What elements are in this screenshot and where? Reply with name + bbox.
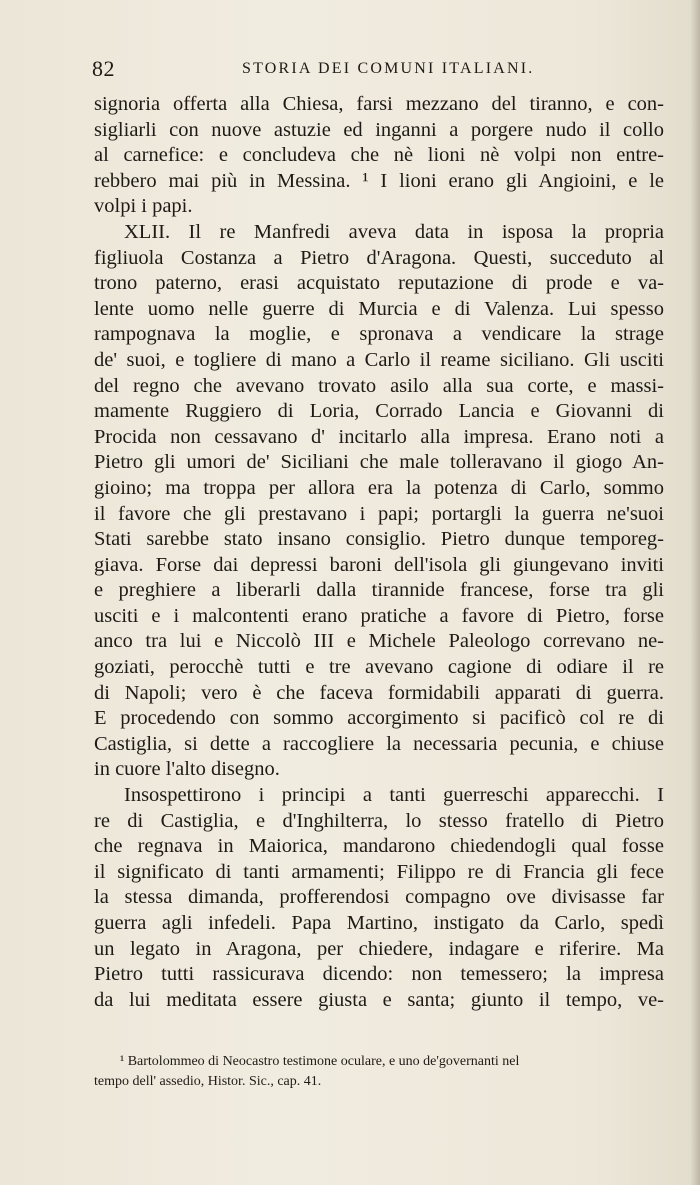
text-line: goziati, perocchè tutti e tre avevano cagione di odiare il re [94,656,664,679]
text-line: la stessa dimanda, profferendosi compagno ove divisasse far [94,886,664,909]
footnote-line: tempo dell' assedio, Histor. Sic., cap. 41. [94,1074,322,1089]
main-text [94,92,664,1013]
text-line: E procedendo con sommo accorgimento si pacificò col re di [94,707,664,730]
text-line: signoria offerta alla Chiesa, farsi mezzano del tiranno, e con- [94,93,664,115]
text-line: Procida non cessavano d' incitarlo alla impresa. Erano noti a [94,425,664,448]
paragraph-start-line: Insospettirono i principi a tanti guerreschi apparecchi. I [124,784,664,807]
text-line: trono paterno, erasi acquistato reputazione di prode e va- [94,272,664,295]
text-line: rampognava la moglie, e spronava a vendicare la strage [94,323,664,346]
text-line: al carnefice: e concludeva che nè lioni nè volpi non entre- [94,144,664,167]
text-line: Pietro gli umori de' Siciliani che male tolleravano il giogo An- [94,451,664,474]
text-line: che regnava in Maiorica, mandarono chiedendogli qual fosse [94,835,664,858]
text-line: usciti e i malcontenti erano pratiche a favore di Pietro, forse [94,604,664,627]
text-line: rebbero mai più in Messina. ¹ I lioni erano gli Angioini, e le [94,169,664,192]
text-line: guerra agli infedeli. Papa Martino, instigato da Carlo, spedì [94,912,664,934]
text-line: un legato in Aragona, per chiedere, indagare e riferire. Ma [94,937,664,960]
text-line: del regno che avevano trovato asilo alla sua corte, e massi- [94,374,664,397]
text-line: Pietro tutti rassicurava dicendo: non temessero; la impresa [94,963,664,986]
section-heading-line: XLII. Il re Manfredi aveva data in isposa la propria [124,220,664,243]
text-line: anco tra lui e Niccolò III e Michele Paleologo correvano ne- [94,630,664,653]
text-line: e preghiere a liberarli dalla tirannide francese, forse tra gli [94,579,664,602]
text-line: figliuola Costanza a Pietro d'Aragona. Questi, succeduto al [94,246,664,269]
text-line: il favore che gli prestavano i papi; portargli la guerra ne'suoi [94,502,664,525]
page-header [92,56,664,86]
text-line: giava. Forse dai depressi baroni dell'isola gli giungevano inviti [94,553,664,576]
text-line: re di Castiglia, e d'Inghilterra, lo stesso fratello di Pietro [94,809,664,832]
text-line: Castiglia, si dette a raccogliere la necessaria pecunia, e chiuse [94,732,664,755]
text-line: sigliarli con nuove astuzie ed inganni a porgere nudo il collo [94,118,664,141]
text-line: da lui meditata essere giusta e santa; giunto il tempo, ve- [94,988,664,1011]
footnote-line: ¹ Bartolommeo di Neocastro testimone oculare, e uno de'governanti nel [120,1054,520,1069]
text-line: Stati sarebbe stato insano consiglio. Pietro dunque temporeg- [94,528,664,551]
text-line: il significato di tanti armamenti; Filippo re di Francia gli fece [94,860,664,883]
text-line: di Napoli; vero è che faceva formidabili apparati di guerra. [94,681,664,704]
page-number: 82 [92,56,115,81]
page-edge-shadow [690,0,700,1185]
text-line: mamente Ruggiero di Loria, Corrado Lancia e Giovanni di [94,400,664,423]
text-line: volpi i papi. [94,195,193,218]
footnotes [94,1052,664,1092]
text-line: gioino; ma troppa per allora era la potenza di Carlo, sommo [94,476,664,499]
text-line: lente uomo nelle guerre di Murcia e di Valenza. Lui spesso [94,297,664,320]
text-line: de' suoi, e togliere di mano a Carlo il reame siciliano. Gli usciti [94,348,664,371]
text-line: in cuore l'alto disegno. [94,758,280,781]
running-title: STORIA DEI COMUNI ITALIANI. [242,60,535,77]
